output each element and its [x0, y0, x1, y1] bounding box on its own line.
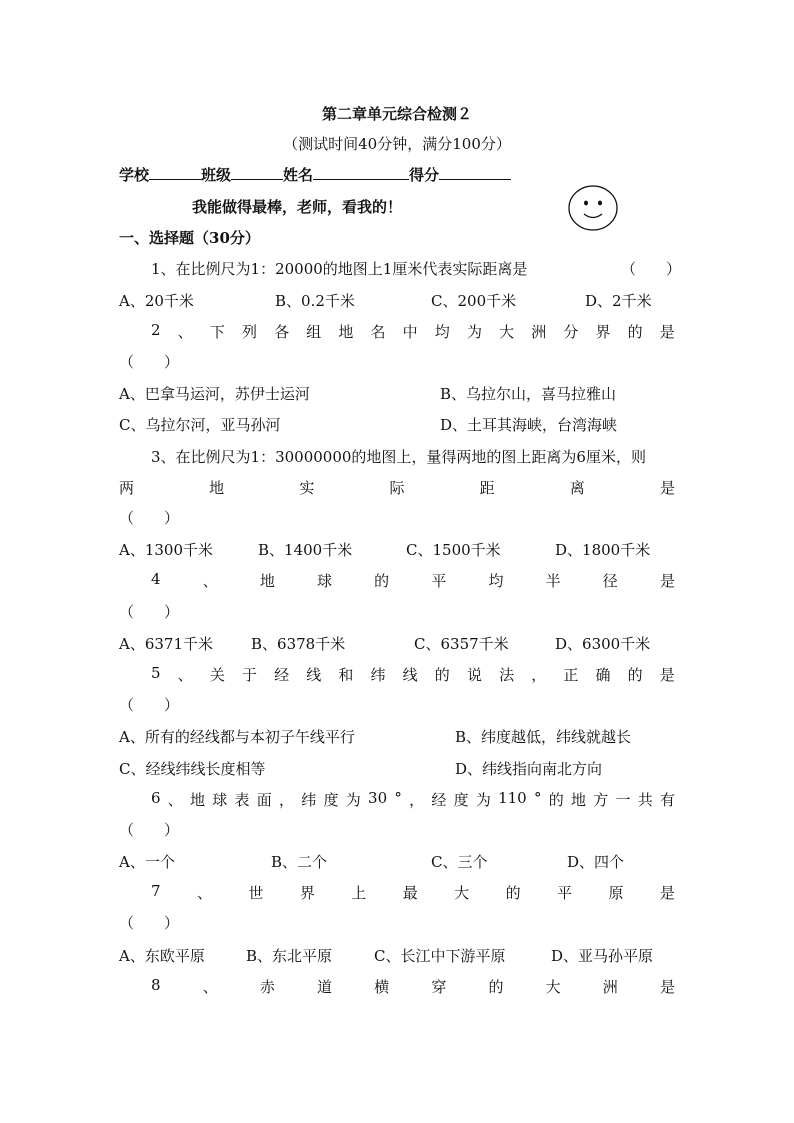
prompt-char: 实 — [299, 479, 315, 497]
option-c[interactable]: C、1500千米 — [406, 541, 501, 559]
prompt-char: 法 — [499, 666, 515, 684]
prompt-char: 为 — [345, 791, 361, 809]
prompt-char: 洲 — [602, 978, 618, 996]
prompt-char: 面 — [256, 791, 272, 809]
answer-paren[interactable]: （ ） — [119, 603, 180, 621]
page-title: 第二章单元综合检测２ — [321, 105, 472, 123]
answer-paren[interactable]: （ ） — [119, 696, 180, 714]
question-7-prompt — [119, 882, 675, 903]
option-b[interactable]: B、0.2千米 — [275, 292, 355, 310]
prompt-char: 线 — [306, 666, 322, 684]
option-a[interactable]: A、20千米 — [119, 292, 194, 310]
prompt-char: 的 — [505, 884, 521, 902]
option-d[interactable]: D、纬线指向南北方向 — [455, 760, 603, 778]
prompt-char: 名 — [370, 323, 386, 341]
prompt-char: 和 — [338, 666, 354, 684]
prompt-char: 是 — [659, 323, 675, 341]
prompt-char: 球 — [212, 791, 228, 809]
prompt-char: 纬 — [301, 791, 317, 809]
prompt-char: 赤 — [259, 978, 275, 996]
prompt-char: 径 — [602, 572, 618, 590]
school-label: 学校 — [119, 166, 150, 184]
prompt-char: 确 — [595, 666, 611, 684]
prompt-char: 110 — [498, 789, 527, 807]
prompt-char: 、 — [177, 323, 193, 341]
question-3-prompt-cont — [119, 477, 675, 498]
name-label: 姓名 — [283, 166, 314, 184]
option-d[interactable]: D、1800千米 — [555, 541, 651, 559]
prompt-char: 共 — [637, 791, 653, 809]
option-b[interactable]: B、东北平原 — [246, 947, 333, 965]
name-blank[interactable] — [313, 163, 409, 180]
prompt-char: 地 — [570, 791, 586, 809]
option-b[interactable]: B、1400千米 — [258, 541, 353, 559]
prompt-char: 横 — [374, 978, 390, 996]
class-blank[interactable] — [231, 163, 283, 180]
prompt-char: 的 — [434, 666, 450, 684]
prompt-char: 各 — [274, 323, 290, 341]
prompt-char: 两 — [119, 479, 135, 497]
answer-paren[interactable]: （ ） — [621, 260, 682, 278]
prompt-char: 经 — [274, 666, 290, 684]
option-c[interactable]: C、三个 — [431, 853, 488, 871]
prompt-char: 大 — [454, 884, 470, 902]
prompt-char: 穿 — [431, 978, 447, 996]
prompt-char: 纬 — [370, 666, 386, 684]
prompt-char: 5 — [151, 664, 161, 682]
prompt-char: 的 — [627, 666, 643, 684]
prompt-char: 、 — [177, 666, 193, 684]
prompt-char: 为 — [466, 323, 482, 341]
option-b[interactable]: B、二个 — [271, 853, 328, 871]
option-a[interactable]: A、1300千米 — [119, 541, 214, 559]
prompt-char: 是 — [659, 572, 675, 590]
answer-paren[interactable]: （ ） — [119, 821, 180, 839]
option-a[interactable]: A、东欧平原 — [119, 947, 205, 965]
section-title: 一、选择题（30分） — [119, 229, 260, 247]
prompt-char: 6 — [151, 789, 161, 807]
question-3-prompt: 3、在比例尺为1：30000000的地图上，量得两地的图上距离为6厘米，则 — [151, 448, 646, 466]
prompt-char: 于 — [241, 666, 257, 684]
prompt-char: 的 — [627, 323, 643, 341]
prompt-char: 、 — [202, 978, 218, 996]
question-2-prompt — [119, 321, 675, 342]
student-info-row — [119, 163, 511, 185]
prompt-char: 距 — [479, 479, 495, 497]
option-a[interactable]: A、一个 — [119, 853, 175, 871]
prompt-char: 离 — [569, 479, 585, 497]
prompt-char: 30 — [368, 789, 388, 807]
question-8-prompt — [119, 976, 675, 997]
score-label: 得分 — [409, 166, 440, 184]
prompt-char: 7 — [151, 882, 161, 900]
option-d[interactable]: D、2千米 — [585, 292, 652, 310]
class-label: 班级 — [201, 166, 232, 184]
prompt-char: 大 — [499, 323, 515, 341]
prompt-char: 8 — [151, 976, 161, 994]
prompt-char: 界 — [299, 884, 315, 902]
prompt-char: 是 — [659, 479, 675, 497]
prompt-char: 是 — [659, 978, 675, 996]
prompt-char: 均 — [434, 323, 450, 341]
prompt-char: 是 — [659, 666, 675, 684]
option-a[interactable]: A、6371千米 — [119, 635, 214, 653]
school-blank[interactable] — [149, 163, 201, 180]
prompt-char: ° — [533, 789, 542, 807]
option-c[interactable]: C、6357千米 — [414, 635, 509, 653]
question-6-prompt — [119, 789, 675, 810]
prompt-char: 地 — [190, 791, 206, 809]
answer-paren[interactable]: （ ） — [119, 509, 180, 527]
option-c[interactable]: C、200千米 — [431, 292, 517, 310]
prompt-char: 经 — [431, 791, 447, 809]
option-d[interactable]: D、亚马孙平原 — [551, 947, 654, 965]
prompt-char: ， — [279, 791, 295, 809]
prompt-char: 中 — [402, 323, 418, 341]
score-blank[interactable] — [439, 163, 511, 180]
prompt-char: 下 — [209, 323, 225, 341]
prompt-char: 线 — [402, 666, 418, 684]
prompt-char: 、 — [202, 572, 218, 590]
prompt-char: 原 — [608, 884, 624, 902]
prompt-char: 度 — [323, 791, 339, 809]
motto-text: 我能做得最棒，老师，看我的！ — [192, 198, 403, 216]
answer-paren[interactable]: （ ） — [119, 914, 180, 932]
option-b[interactable]: B、6378千米 — [251, 635, 346, 653]
prompt-char: 地 — [338, 323, 354, 341]
prompt-char: 2 — [151, 321, 161, 339]
prompt-char: 是 — [659, 884, 675, 902]
prompt-char: 、 — [196, 884, 212, 902]
prompt-char: 平 — [557, 884, 573, 902]
prompt-char: 球 — [317, 572, 333, 590]
prompt-char: 正 — [563, 666, 579, 684]
prompt-char: 组 — [306, 323, 322, 341]
page-subtitle: （测试时间40分钟，满分100分） — [283, 135, 511, 153]
option-c[interactable]: C、长江中下游平原 — [374, 947, 506, 965]
prompt-char: 平 — [431, 572, 447, 590]
option-d[interactable]: D、6300千米 — [555, 635, 651, 653]
prompt-char: 大 — [545, 978, 561, 996]
prompt-char: 有 — [659, 791, 675, 809]
prompt-char: 半 — [545, 572, 561, 590]
option-b[interactable]: B、纬度越低，纬线就越长 — [455, 728, 632, 746]
prompt-char: 上 — [351, 884, 367, 902]
prompt-char: 均 — [488, 572, 504, 590]
prompt-char: 4 — [151, 570, 161, 588]
prompt-char: 表 — [234, 791, 250, 809]
prompt-char: 洲 — [531, 323, 547, 341]
option-c[interactable]: C、经线纬线长度相等 — [119, 760, 266, 778]
prompt-char: ， — [531, 666, 547, 684]
prompt-char: 分 — [563, 323, 579, 341]
option-a[interactable]: A、巴拿马运河，苏伊士运河 — [119, 385, 310, 403]
prompt-char: 关 — [209, 666, 225, 684]
prompt-char: ， — [409, 791, 425, 809]
option-a[interactable]: A、所有的经线都与本初子午线平行 — [119, 728, 355, 746]
prompt-char: 地 — [209, 479, 225, 497]
option-c[interactable]: C、乌拉尔河，亚马孙河 — [119, 416, 281, 434]
prompt-char: 世 — [248, 884, 264, 902]
prompt-char: 道 — [317, 978, 333, 996]
answer-paren[interactable]: （ ） — [119, 353, 180, 371]
prompt-char: 最 — [402, 884, 418, 902]
prompt-char: 说 — [466, 666, 482, 684]
prompt-char: 一 — [615, 791, 631, 809]
prompt-char: 界 — [595, 323, 611, 341]
prompt-char: 的 — [488, 978, 504, 996]
prompt-char: 度 — [453, 791, 469, 809]
question-1-prompt: 1、在比例尺为1：20000的地图上1厘米代表实际距离是 — [151, 260, 528, 278]
prompt-char: 、 — [167, 791, 183, 809]
prompt-char: 方 — [593, 791, 609, 809]
prompt-char: 际 — [389, 479, 405, 497]
question-4-prompt — [119, 570, 675, 591]
smiley-face-icon — [567, 184, 619, 236]
prompt-char: 地 — [259, 572, 275, 590]
prompt-char: 列 — [241, 323, 257, 341]
prompt-char: ° — [394, 789, 402, 807]
prompt-char: 的 — [548, 791, 564, 809]
prompt-char: 的 — [374, 572, 390, 590]
prompt-char: 为 — [475, 791, 491, 809]
option-d[interactable]: D、四个 — [567, 853, 625, 871]
option-d[interactable]: D、土耳其海峡，台湾海峡 — [440, 416, 618, 434]
question-5-prompt — [119, 664, 675, 685]
option-b[interactable]: B、乌拉尔山，喜马拉雅山 — [440, 385, 617, 403]
